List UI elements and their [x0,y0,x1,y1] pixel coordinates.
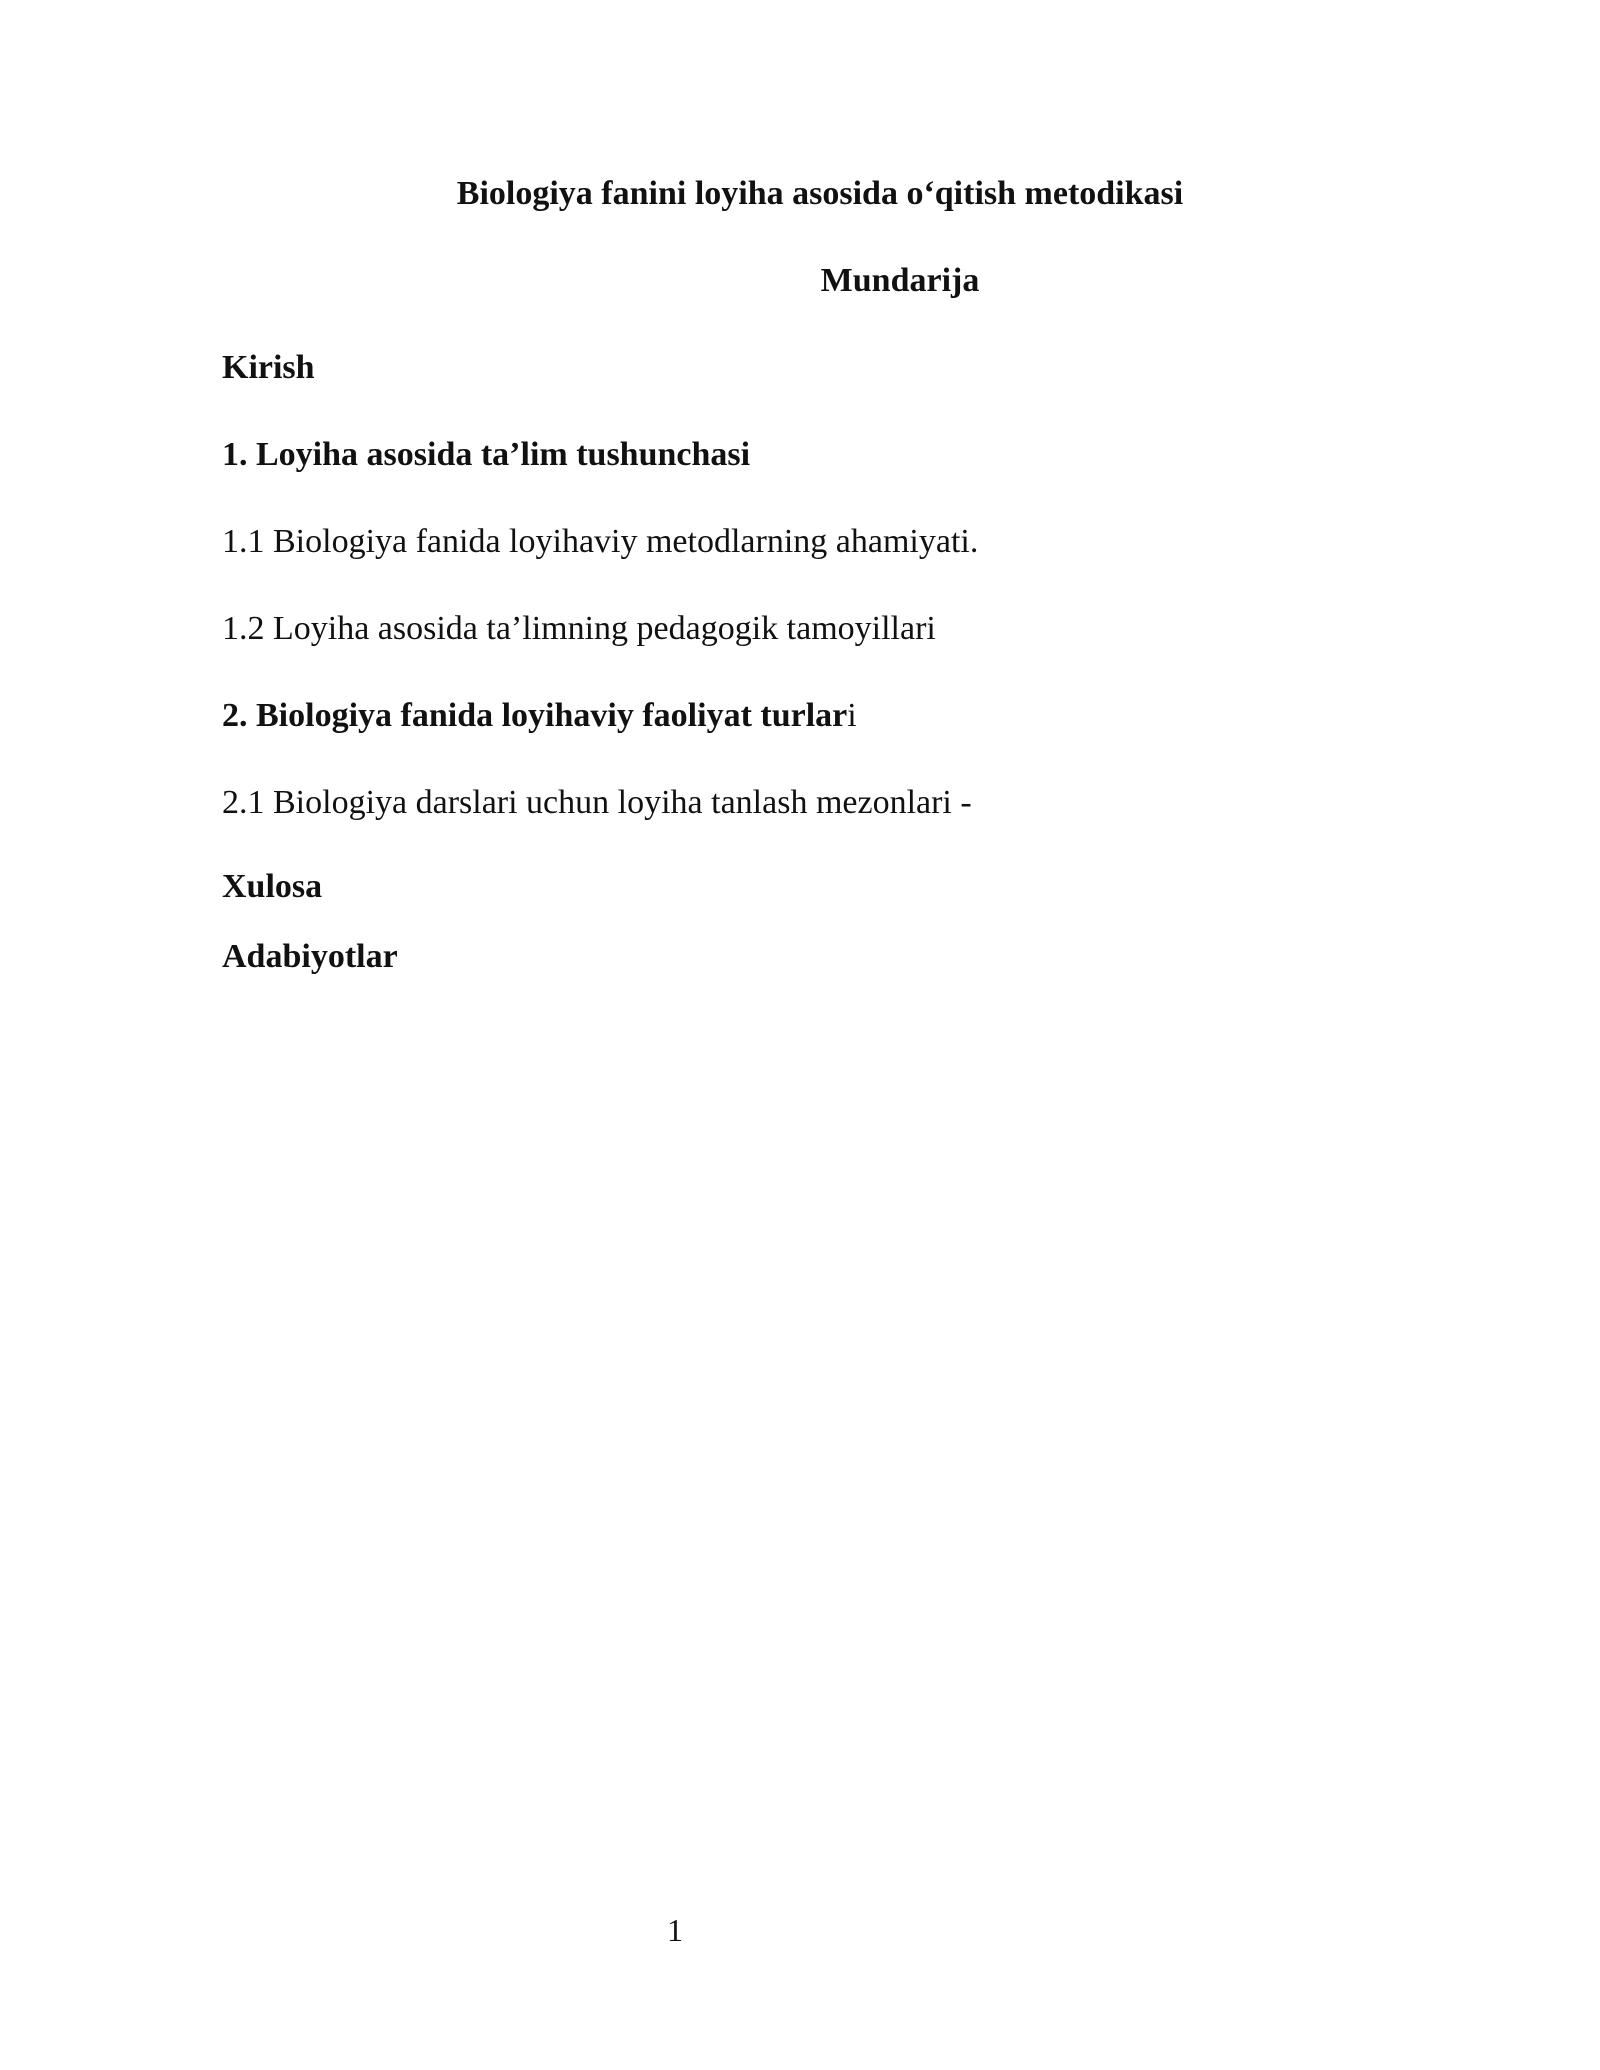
page-number: 1 [667,1912,683,1948]
toc-entry-section-1-2: 1.2 Loyiha asosida ta’limning pedagogik tamoyillari [222,610,936,647]
toc-entry-section-2 [222,696,857,736]
toc-entry-xulosa: Xulosa [222,868,323,905]
toc-entry-kirish: Kirish [222,349,315,386]
toc-entry-section-1-1: 1.1 Biologiya fanida loyihaviy metodlarning ahamiyati. [222,523,979,560]
toc-entry-adabiyotlar: Adabiyotlar [222,938,398,975]
toc-heading: Mundarija [820,262,980,299]
toc-entry-section-2-1: 2.1 Biologiya darslari uchun loyiha tanlash mezonlari - [222,784,972,821]
toc-entry-section-2-bold-part: 2. Biologiya fanida loyihaviy faoliyat turlar [222,697,848,734]
toc-entry-section-1: 1. Loyiha asosida ta’lim tushunchasi [222,436,751,473]
document-title: Biologiya fanini loyiha asosida o‘qitish metodikasi [456,175,1184,212]
toc-entry-section-2-regular-part: i [847,697,857,734]
